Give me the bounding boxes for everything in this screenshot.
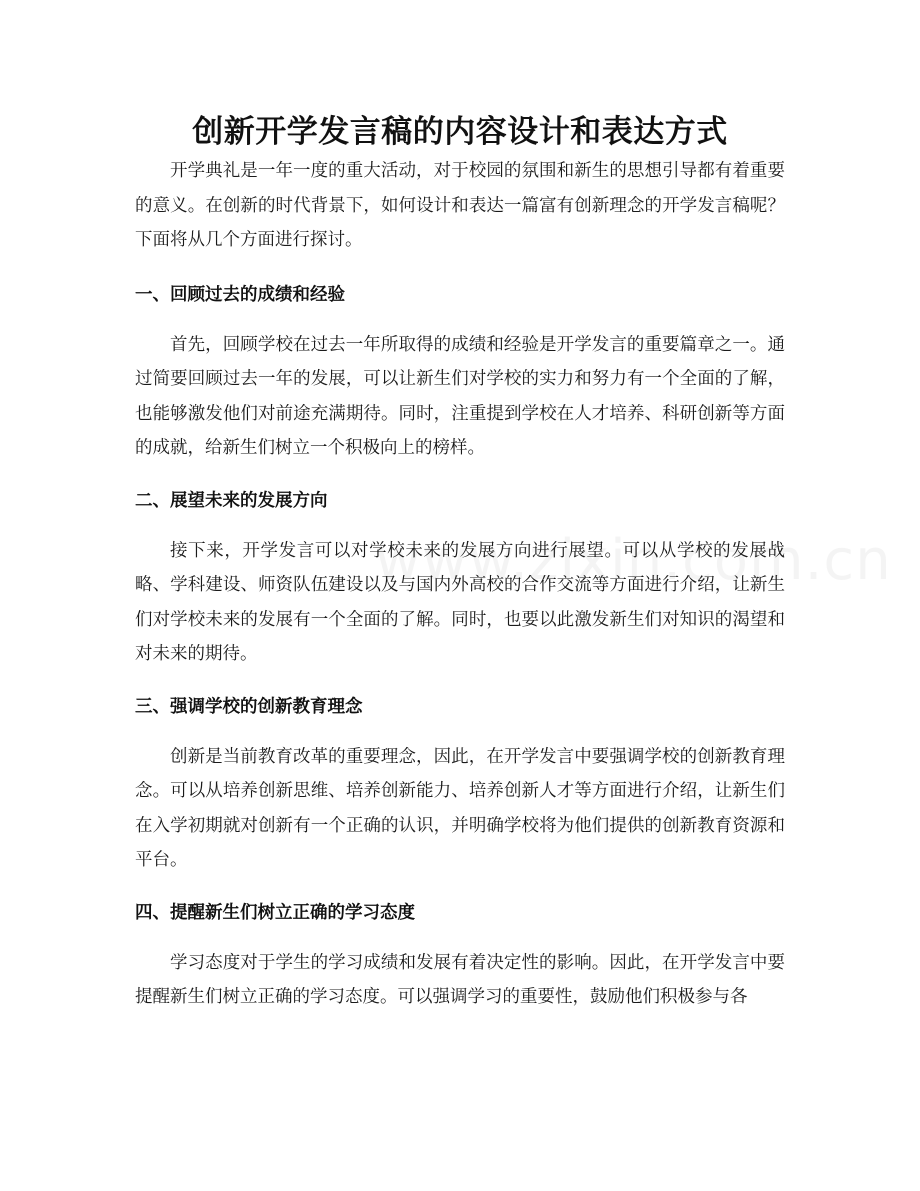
section-heading-2: 二、展望未来的发展方向 (135, 490, 328, 511)
section-body-4: 学习态度对于学生的学习成绩和发展有着决定性的影响。因此，在开学发言中要提醒新生们树立正确的学习态度。可以强调学习的重要性，鼓励他们积极参与各 (135, 952, 785, 1007)
section-heading-3: 三、强调学校的创新教育理念 (135, 696, 363, 717)
intro-paragraph: 开学典礼是一年一度的重大活动，对于校园的氛围和新生的思想引导都有着重要的意义。在创新的时代背景下，如何设计和表达一篇富有创新理念的开学发言稿呢？下面将从几个方面进行探讨。 (135, 161, 785, 250)
document-title: 创新开学发言稿的内容设计和表达方式 (192, 114, 728, 150)
section-body-1: 首先，回顾学校在过去一年所取得的成绩和经验是开学发言的重要篇章之一。通过简要回顾过去一年的发展，可以让新生们对学校的实力和努力有一个全面的了解，也能够激发他们对前途充满期待。同时，注重提到学校在人才培养、科研创新等方面的成就，给新生们树立一个积极向上的榜样。 (135, 334, 785, 458)
section-body-3: 创新是当前教育改革的重要理念，因此，在开学发言中要强调学校的创新教育理念。可以从培养创新思维、培养创新能力、培养创新人才等方面进行介绍，让新生们在入学初期就对创新有一个正确的认识，并明确学校将为他们提供的创新教育资源和平台。 (135, 746, 785, 870)
section-body-2: 接下来，开学发言可以对学校未来的发展方向进行展望。可以从学校的发展战略、学科建设、师资队伍建设以及与国内外高校的合作交流等方面进行介绍，让新生们对学校未来的发展有一个全面的了解。同时，也要以此激发新生们对知识的渴望和对未来的期待。 (135, 540, 785, 664)
section-heading-4: 四、提醒新生们树立正确的学习态度 (135, 902, 415, 923)
section-heading-1: 一、回顾过去的成绩和经验 (135, 284, 345, 305)
